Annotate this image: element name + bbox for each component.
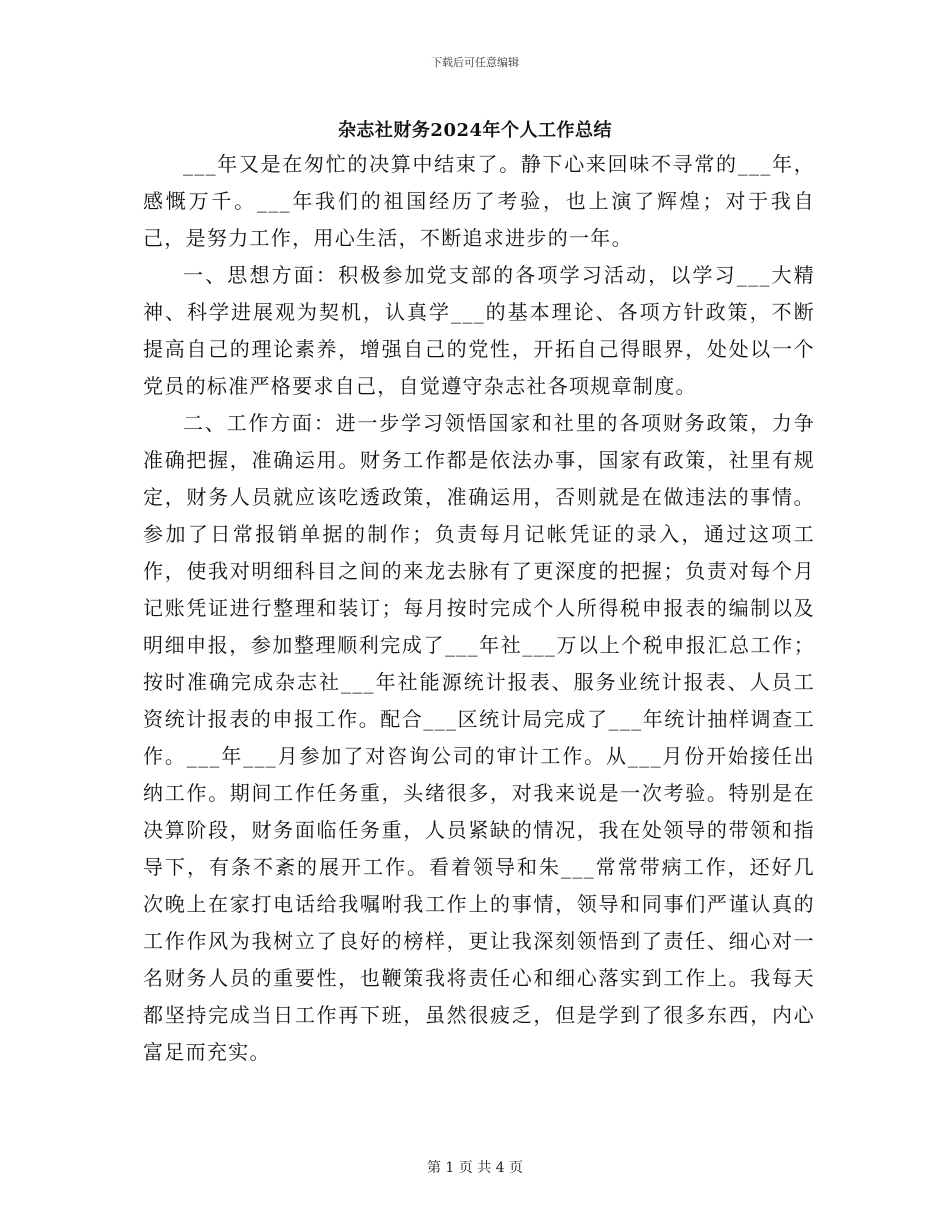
- paragraph-ideology: 一、思想方面：积极参加党支部的各项学习活动，以学习___大精神、科学进展观为契机，认真学___的基本理论、各项方针政策，不断提高自己的理论素养，增强自己的党性，开拓自己得眼界，处处以一个党员的标准严格要求自己，自觉遵守杂志社各项规章制度。: [143, 263, 815, 398]
- document-body: [143, 146, 815, 1071]
- document-title: 杂志社财务2024年个人工作总结: [337, 120, 613, 141]
- header-note: 下载后可任意编辑: [431, 56, 519, 69]
- paragraph-work: 二、工作方面：进一步学习领悟国家和社里的各项财务政策，力争准确把握，准确运用。财务工作都是依法办事，国家有政策，社里有规定，财务人员就应该吃透政策，准确运用，否则就是在做违法的事情。参加了日常报销单据的制作；负责每月记帐凭证的录入，通过这项工作，使我对明细科目之间的来龙去脉有了更深度的把握；负责对每个月记账凭证进行整理和装订；每月按时完成个人所得税申报表的编制以及明细申报，参加整理顺利完成了___年社___万以上个税申报汇总工作；按时准确完成杂志社___年社能源统计报表、服务业统计报表、人员工资统计报表的申报工作。配合___区统计局完成了___年统计抽样调查工作。___年___月参加了对咨询公司的审计工作。从___月份开始接任出纳工作。期间工作任务重，头绪很多，对我来说是一次考验。特别是在决算阶段，财务面临任务重，人员紧缺的情况，我在处领导的带领和指导下，有条不紊的展开工作。看着领导和朱___常常带病工作，还好几次晚上在家打电话给我嘱咐我工作上的事情，领导和同事们严谨认真的工作作风为我树立了良好的榜样，更让我深刻领悟到了责任、细心对一名财务人员的重要性，也鞭策我将责任心和细心落实到工作上。我每天都坚持完成当日工作再下班，虽然很疲乏，但是学到了很多东西，内心富足而充实。: [143, 411, 815, 1064]
- paragraph-intro: ___年又是在匆忙的决算中结束了。静下心来回味不寻常的___年，感慨万千。___年我们的祖国经历了考验，也上演了辉煌；对于我自己，是努力工作，用心生活，不断追求进步的一年。: [143, 152, 815, 250]
- page-number: 第 1 页 共 4 页: [426, 1160, 524, 1176]
